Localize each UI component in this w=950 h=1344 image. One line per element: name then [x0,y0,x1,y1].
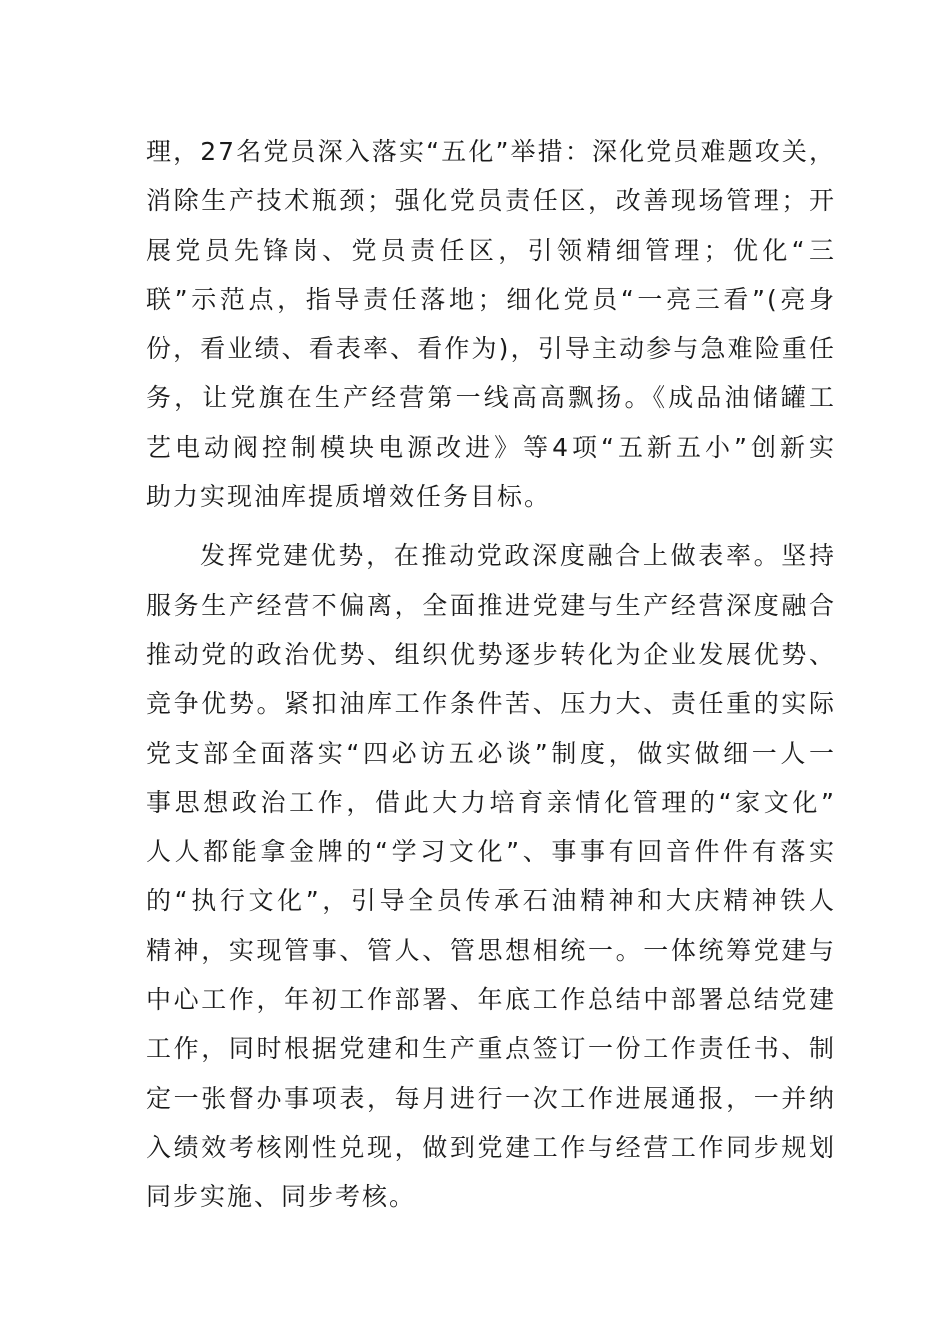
paragraph-line: 份，看业绩、看表率、看作为)，引导主动参与急难险重任 [146,334,836,364]
paragraph-line: 人人都能拿金牌的“学习文化”、事事有回音件件有落实 [146,837,836,867]
paragraph-line: 消除生产技术瓶颈；强化党员责任区，改善现场管理；开 [146,186,836,216]
paragraph-line: 务，让党旗在生产经营第一线高高飘扬。《成品油储罐工 [146,383,836,413]
document-body [146,127,836,1222]
paragraph-line: 中心工作，年初工作部署、年底工作总结中部署总结党建 [146,985,836,1015]
paragraph-line: 定一张督办事项表，每月进行一次工作进展通报，一并纳 [146,1083,836,1113]
paragraph-line: 入绩效考核刚性兑现，做到党建工作与经营工作同步规划 [146,1132,836,1162]
paragraph-line: 竞争优势。紧扣油库工作条件苦、压力大、责任重的实际 [146,689,836,719]
paragraph-2 [146,531,836,1221]
paragraph-line: 理，27名党员深入落实“五化”举措：深化党员难题攻关， [146,137,836,166]
paragraph-line: 党支部全面落实“四必访五必谈”制度，做实做细一人一 [146,738,836,768]
paragraph-line: 精神，实现管事、管人、管思想相统一。一体统筹党建与 [146,935,836,965]
paragraph-line: 的“执行文化”，引导全员传承石油精神和大庆精神铁人 [146,886,836,916]
paragraph-1 [146,127,836,521]
paragraph-line: 推动党的政治优势、组织优势逐步转化为企业发展优势、 [146,639,836,669]
paragraph-line: 联”示范点，指导责任落地；细化党员“一亮三看”(亮身 [146,284,836,314]
paragraph-line: 艺电动阀控制模块电源改进》等4项“五新五小”创新实 [146,432,836,462]
paragraph-line: 事思想政治工作，借此大力培育亲情化管理的“家文化” [146,787,836,817]
paragraph-line: 工作，同时根据党建和生产重点签订一份工作责任书、制 [146,1034,836,1064]
paragraph-line: 展党员先锋岗、党员责任区，引领精细管理；优化“三 [146,235,836,265]
paragraph-line: 同步实施、同步考核。 [146,1182,417,1212]
paragraph-line: 发挥党建优势，在推动党政深度融合上做表率。坚持 [200,541,836,571]
paragraph-line: 助力实现油库提质增效任务目标。 [146,482,552,512]
paragraph-line: 服务生产经营不偏离，全面推进党建与生产经营深度融合 [146,590,836,620]
